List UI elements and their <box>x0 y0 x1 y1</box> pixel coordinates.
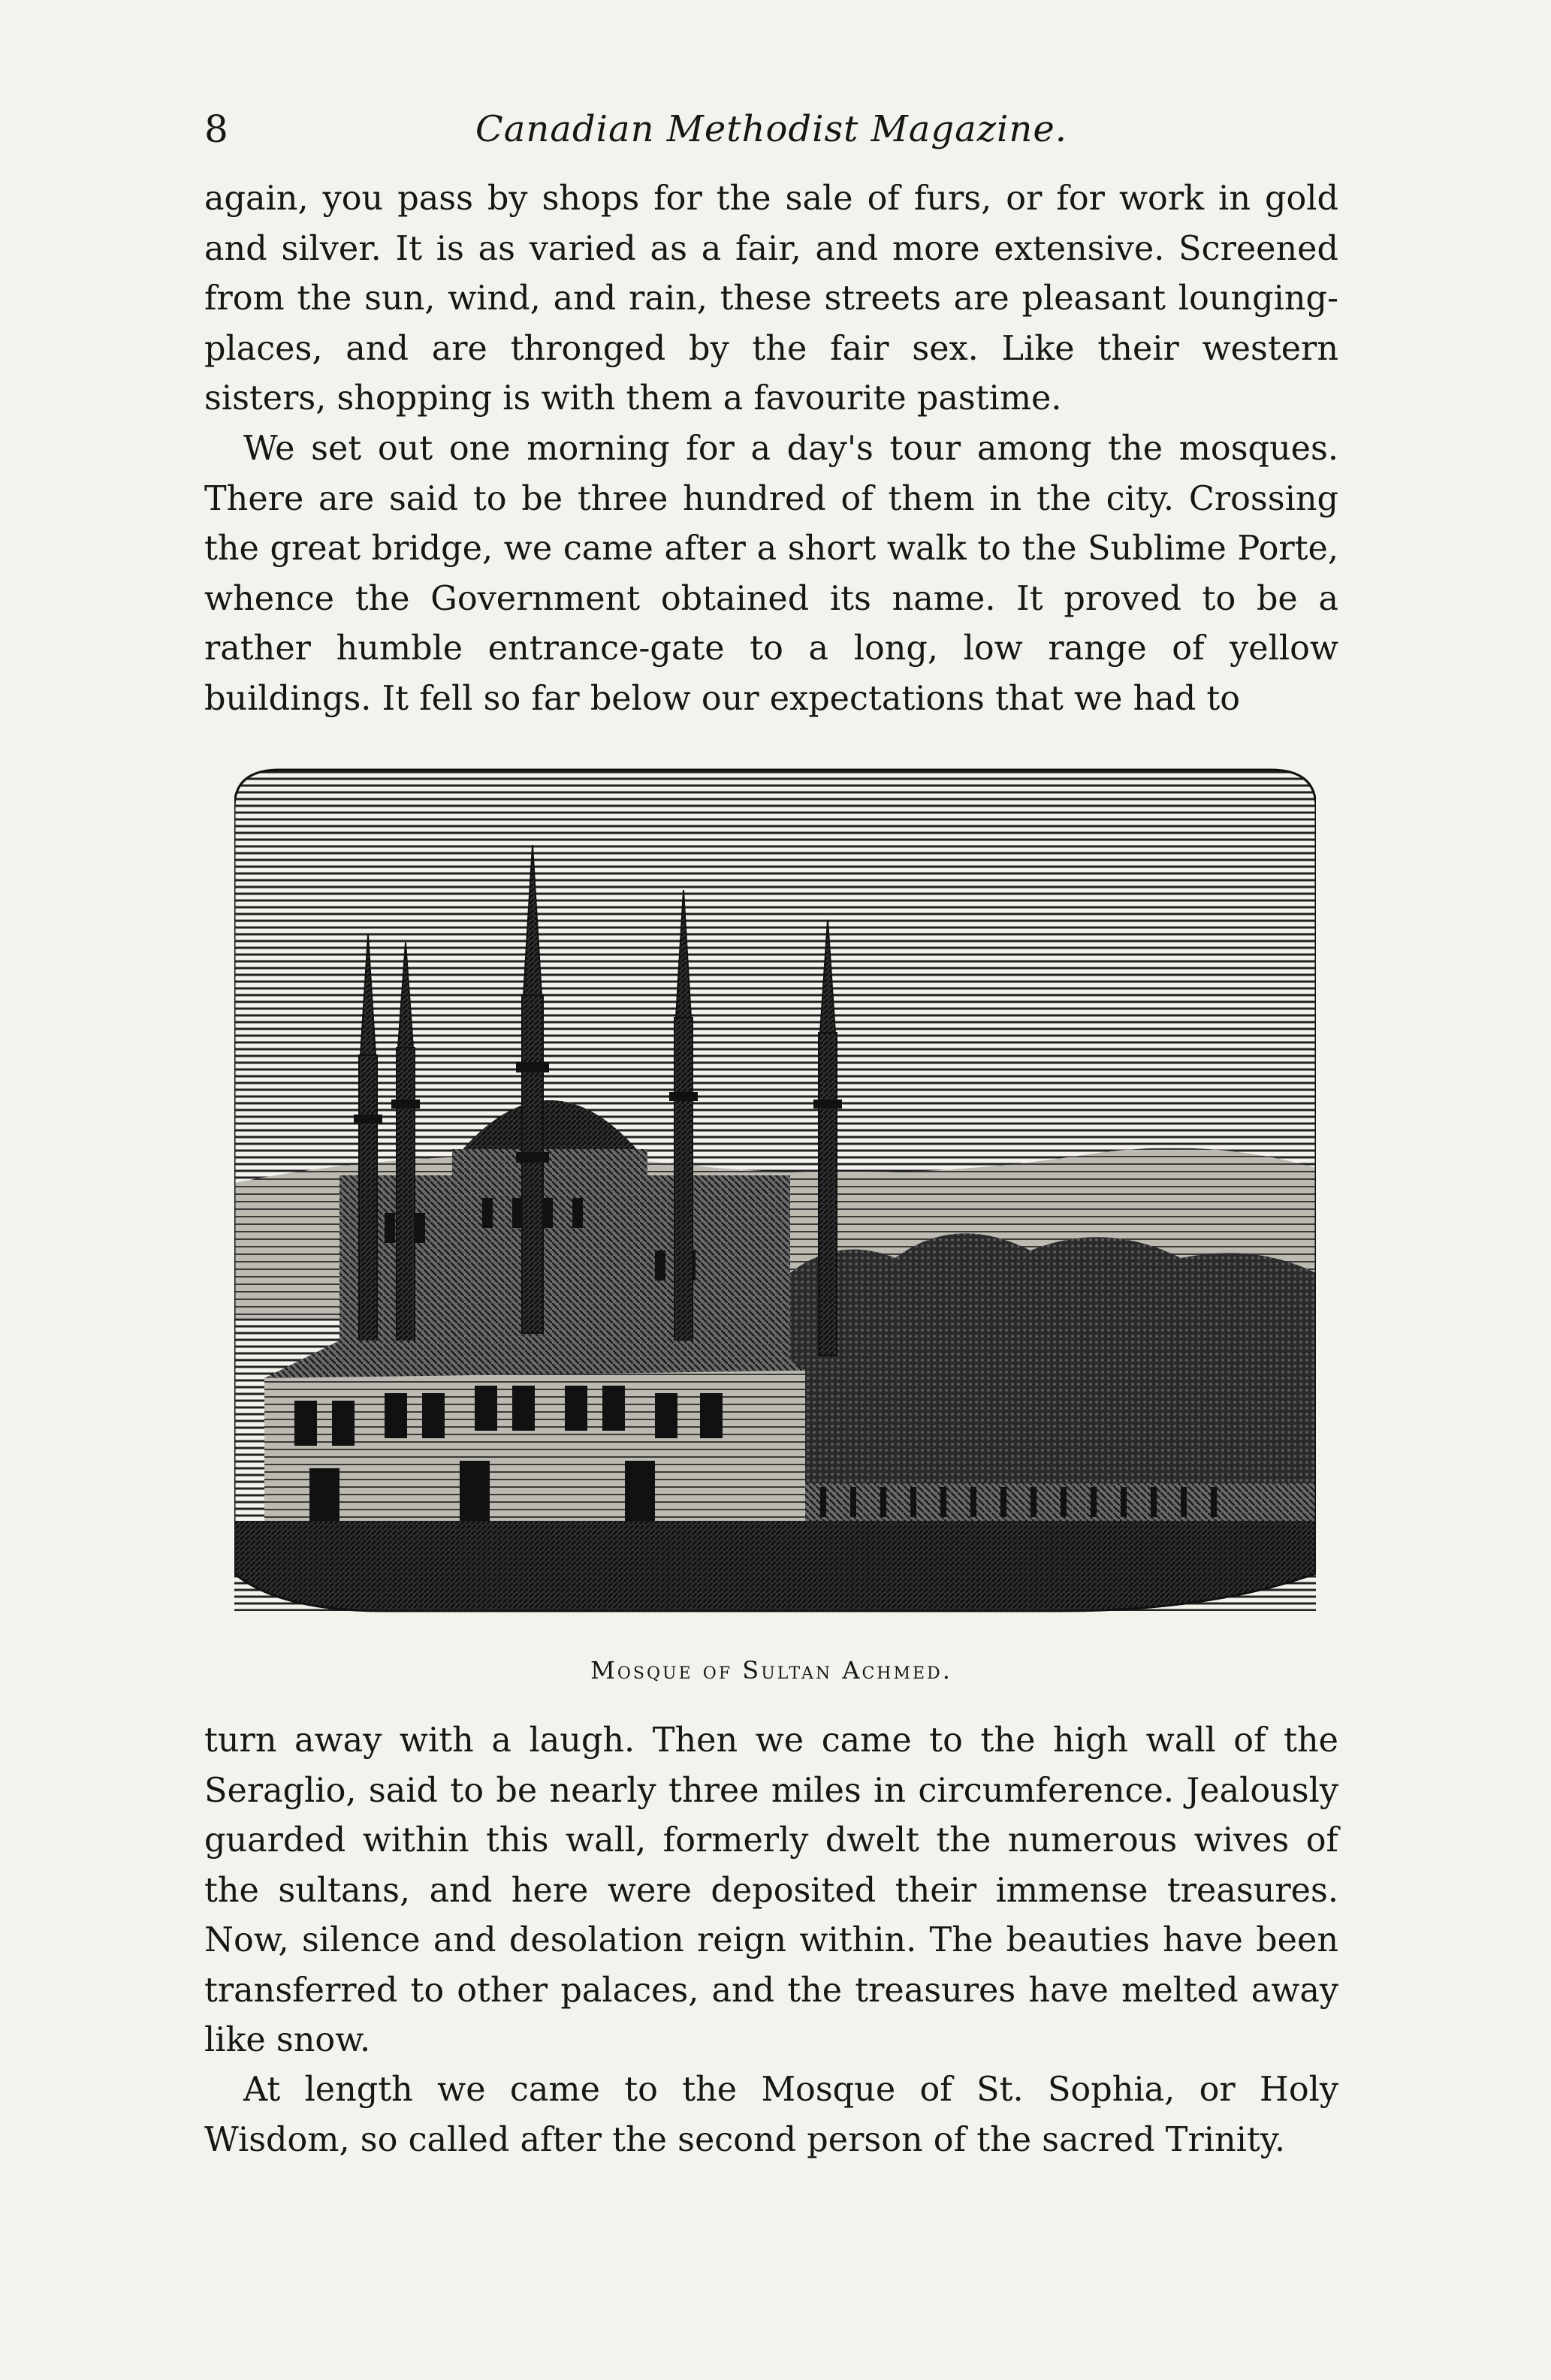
paragraph-4: At length we came to the Mosque of St. Sophia, or Holy Wisdom, so called after the second person of the sacred Trinity. <box>204 2071 1338 2159</box>
page-number: 8 <box>204 107 228 151</box>
foreground-buildings <box>264 1341 805 1521</box>
paragraph-3: turn away with a laugh. Then we came to the high wall of the Seraglio, said to be nearly three miles in circumference. Jealously guarded within this wall, formerly dwelt the numerous wives of the sultans, and here were deposited their immense treasures. Now, silence and desolation reign within. The beauties have been transferred to other palaces, and the treasures have melted away like snow. <box>204 1721 1338 2059</box>
engraving-mosque-illustration <box>234 762 1316 1641</box>
tree-mass <box>760 1233 1316 1513</box>
ground <box>234 1521 1316 1611</box>
figure-caption: Mosque of Sultan Achmed. <box>590 1656 952 1685</box>
engraving-svg <box>234 762 1316 1641</box>
paragraph-2: We set out one morning for a day's tour among the mosques. There are said to be three hundred of them in the city. Crossing the great bridge, we came after a short walk to the Sublime Porte, whence the Government obtained its name. It proved to be a rather humble entrance-gate to a long, low range of yellow buildings. It fell so far below our expectations that we had to <box>204 430 1338 718</box>
paragraph-1: again, you pass by shops for the sale of furs, or for work in gold and silver. It is as varied as a fair, and more extensive. Screened from the sun, wind, and rain, these streets are pleasant lounging-places, and are thronged by the fair sex. Like their western sisters, shopping is with them a favourite pastime. <box>204 179 1338 418</box>
running-title: Canadian Methodist Magazine. <box>475 108 1067 150</box>
page-header <box>204 99 1338 159</box>
